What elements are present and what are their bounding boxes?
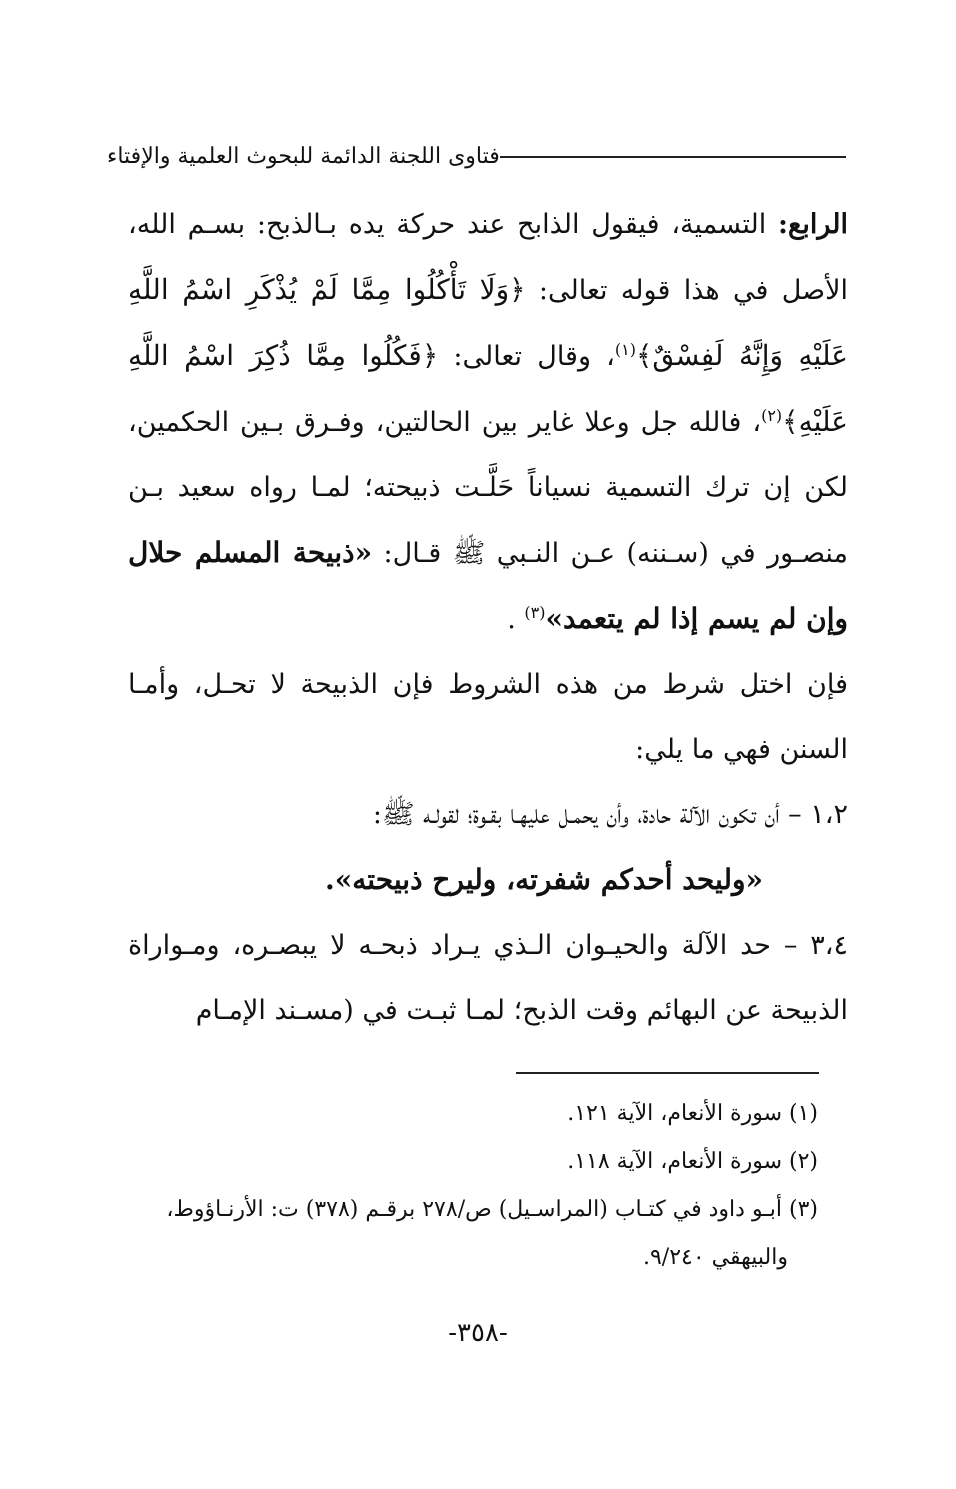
footnote-3-continuation: والبيهقي ٩/٢٤٠.	[642, 1245, 788, 1270]
page-number: -٣٥٨-	[448, 1318, 508, 1348]
hadith-quote-1: «ذبيحة المسلم حلال وإن لم يسم إذا لم يتعمد»	[128, 536, 848, 635]
header-title: فتاوى اللجنة الدائمة للبحوث العلمية والإفتاء	[107, 143, 500, 169]
paragraph-text: التسمية، فيقول الذابح عند حركة يده بـالذبح: بسـم الله، الأصل في هذا قوله تعالى:	[128, 209, 848, 306]
paragraph-text: ، فالله جل وعلا غاير بين الحالتين، وفـرق بـين الحكمين، لكن إن ترك التسمية نسياناً حَلَّـت ذبيحته؛ لمـا رواه سعيد بـن منصـور في (سـننه) عـن النـبي ﷺ قـال:	[128, 407, 848, 569]
footnote-ref-1[interactable]: (١)	[614, 340, 636, 359]
hadith-quote-2-line	[128, 847, 848, 913]
hadith-quote-2: «وليحد أحدكم شفرته، وليرح ذبيحته».	[325, 863, 763, 896]
paragraph-fourth-condition	[128, 192, 848, 652]
running-header	[95, 136, 846, 176]
list-item-sunnah-2: ٣،٤ – حد الآلة والحيـوان الـذي يـراد ذبحـه لا يبصـره، ومـواراة الذبيحة عن البهائم وقت الذبح؛ لمـا ثبـت في (مسـند الإمـام	[128, 930, 848, 1026]
footnote-3: (٣) أبـو داود في كتـاب (المراسـيل) ص/٢٧٨ برقـم (٣٧٨) ت: الأرنـاؤوط،	[166, 1197, 818, 1222]
quran-verse-2: ﴿فَكُلُوا مِمَّا ذُكِرَ اسْمُ اللَّهِ عَلَيْهِ﴾	[128, 339, 848, 438]
paragraph-lead: الرابع:	[778, 209, 848, 240]
footnote-2: (٢) سورة الأنعام، الآية ١١٨.	[567, 1149, 818, 1174]
footnote-ref-2[interactable]: (٢)	[761, 406, 783, 425]
paragraph-end: .	[507, 604, 525, 635]
footnotes	[128, 1090, 818, 1282]
footnote-1: (١) سورة الأنعام، الآية ١٢١.	[567, 1101, 818, 1126]
body-text	[128, 192, 848, 1043]
quran-verse-1: ﴿وَلَا تَأْكُلُوا مِمَّا لَمْ يُذْكَرِ اسْمُ اللَّهِ عَلَيْهِ وَإِنَّهُ لَفِسْقٌ﴾	[128, 273, 848, 372]
list-item-sunnah-1	[128, 782, 848, 847]
footnote-divider	[516, 1072, 819, 1074]
header-rule	[500, 156, 846, 158]
paragraph-text: ، وقال تعالى:	[438, 341, 615, 372]
paragraph-conditions-summary: فإن اختل شرط من هذه الشروط فإن الذبيحة لا تحـل، وأمـا السنن فهي ما يلي:	[128, 669, 848, 765]
footnote-ref-3[interactable]: (٣)	[524, 603, 546, 622]
list-item-text: ١،٢ – أن تكون الآلة حادة، وأن يحمـل عليهـا بقـوة؛ لقولـه ﷺ:	[372, 799, 848, 830]
